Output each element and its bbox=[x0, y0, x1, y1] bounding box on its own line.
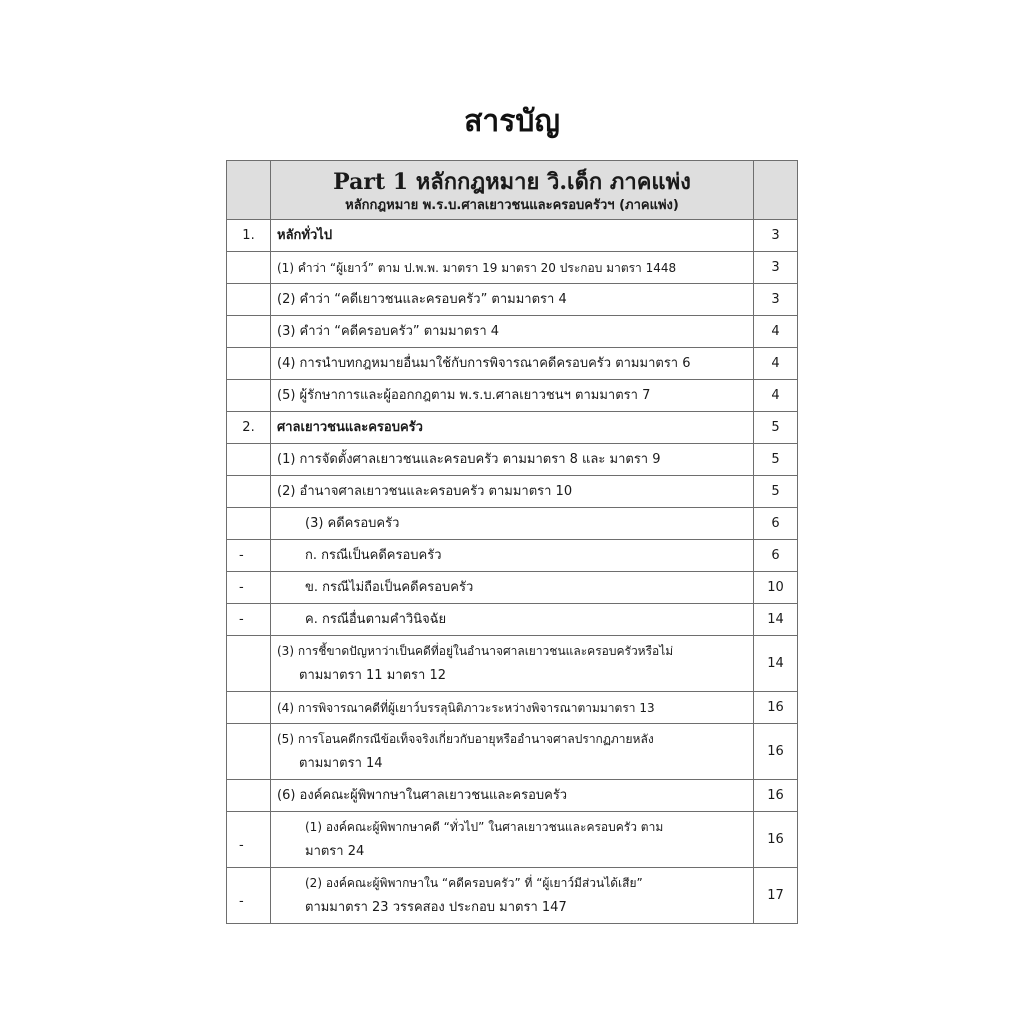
toc-marker: - bbox=[227, 604, 271, 636]
toc-row bbox=[227, 780, 798, 812]
toc-marker bbox=[227, 444, 271, 476]
toc-marker: - bbox=[227, 540, 271, 572]
toc-marker: - bbox=[227, 572, 271, 604]
toc-page: 10 bbox=[754, 572, 798, 604]
toc-entry: (3) คำว่า “คดีครอบครัว” ตามมาตรา 4 bbox=[271, 316, 754, 348]
toc-page: 6 bbox=[754, 540, 798, 572]
toc-entry: (4) การนำบทกฎหมายอื่นมาใช้กับการพิจารณาคดีครอบครัว ตามมาตรา 6 bbox=[271, 348, 754, 380]
toc-entry: (2) คำว่า “คดีเยาวชนและครอบครัว” ตามมาตรา 4 bbox=[271, 284, 754, 316]
toc-entry: หลักทั่วไป bbox=[271, 220, 754, 252]
toc-row bbox=[227, 572, 798, 604]
toc-page: 14 bbox=[754, 604, 798, 636]
toc-marker: 1. bbox=[227, 220, 271, 252]
toc-entry: (6) องค์คณะผู้พิพากษาในศาลเยาวชนและครอบครัว bbox=[271, 780, 754, 812]
toc-marker bbox=[227, 252, 271, 284]
toc-entry: ศาลเยาวชนและครอบครัว bbox=[271, 412, 754, 444]
toc-entry: (5) ผู้รักษาการและผู้ออกกฎตาม พ.ร.บ.ศาลเยาวชนฯ ตามมาตรา 7 bbox=[271, 380, 754, 412]
toc-row bbox=[227, 316, 798, 348]
toc-entry: (1) คำว่า “ผู้เยาว์” ตาม ป.พ.พ. มาตรา 19 มาตรา 20 ประกอบ มาตรา 1448 bbox=[271, 252, 754, 284]
toc-row bbox=[227, 476, 798, 508]
toc-row bbox=[227, 508, 798, 540]
toc-entry: (1) การจัดตั้งศาลเยาวชนและครอบครัว ตามมาตรา 8 และ มาตรา 9 bbox=[271, 444, 754, 476]
toc-entry: (3) คดีครอบครัว bbox=[271, 508, 754, 540]
toc-page: 16 bbox=[754, 780, 798, 812]
toc-row bbox=[227, 636, 798, 692]
toc-row bbox=[227, 692, 798, 724]
toc-table bbox=[226, 160, 798, 924]
part-title: Part 1 หลักกฎหมาย วิ.เด็ก ภาคแพ่ง bbox=[333, 169, 691, 195]
toc-marker bbox=[227, 636, 271, 692]
toc-row bbox=[227, 724, 798, 780]
part-subtitle: หลักกฎหมาย พ.ร.บ.ศาลเยาวชนและครอบครัวฯ (ภาคแพ่ง) bbox=[345, 198, 679, 213]
toc-page: 16 bbox=[754, 692, 798, 724]
toc-entry bbox=[271, 868, 754, 924]
toc-entry-line: (3) การชี้ขาดปัญหาว่าเป็นคดีที่อยู่ในอำนาจศาลเยาวชนและครอบครัวหรือไม่ bbox=[277, 644, 674, 658]
toc-marker bbox=[227, 284, 271, 316]
toc-marker: - bbox=[227, 812, 271, 868]
toc-entry: ข. กรณีไม่ถือเป็นคดีครอบครัว bbox=[271, 572, 754, 604]
toc-marker bbox=[227, 380, 271, 412]
toc-row bbox=[227, 252, 798, 284]
toc-page: 4 bbox=[754, 316, 798, 348]
toc-entry-line: (2) องค์คณะผู้พิพากษาใน “คดีครอบครัว” ที่ “ผู้เยาว์มีส่วนได้เสีย” bbox=[305, 876, 643, 890]
toc-row bbox=[227, 348, 798, 380]
toc-row bbox=[227, 540, 798, 572]
toc-row bbox=[227, 284, 798, 316]
toc-marker bbox=[227, 508, 271, 540]
toc-entry-continuation: ตามมาตรา 11 มาตรา 12 bbox=[299, 668, 446, 683]
toc-entry: (4) การพิจารณาคดีที่ผู้เยาว์บรรลุนิติภาวะระหว่างพิจารณาตามมาตรา 13 bbox=[271, 692, 754, 724]
toc-header bbox=[271, 161, 754, 220]
toc-entry bbox=[271, 724, 754, 780]
toc-page: 17 bbox=[754, 868, 798, 924]
toc-page: 5 bbox=[754, 476, 798, 508]
toc-row bbox=[227, 412, 798, 444]
toc-entry: ก. กรณีเป็นคดีครอบครัว bbox=[271, 540, 754, 572]
toc-page: 14 bbox=[754, 636, 798, 692]
toc-entry bbox=[271, 812, 754, 868]
toc-page: 4 bbox=[754, 380, 798, 412]
toc-entry-line: (5) การโอนคดีกรณีข้อเท็จจริงเกี่ยวกับอายุหรืออำนาจศาลปรากฏภายหลัง bbox=[277, 732, 654, 746]
toc-entry-continuation: ตามมาตรา 14 bbox=[299, 756, 383, 771]
toc-row bbox=[227, 444, 798, 476]
toc-entry bbox=[271, 636, 754, 692]
toc-header-row bbox=[227, 161, 798, 220]
toc-page: 3 bbox=[754, 220, 798, 252]
toc-marker bbox=[227, 724, 271, 780]
toc-entry-continuation: ตามมาตรา 23 วรรคสอง ประกอบ มาตรา 147 bbox=[305, 900, 567, 915]
toc-page: 3 bbox=[754, 252, 798, 284]
toc-marker: - bbox=[227, 868, 271, 924]
toc-page: 6 bbox=[754, 508, 798, 540]
toc-page: 3 bbox=[754, 284, 798, 316]
toc-row bbox=[227, 604, 798, 636]
toc-entry-continuation: มาตรา 24 bbox=[305, 844, 365, 859]
toc-page: 4 bbox=[754, 348, 798, 380]
toc-row bbox=[227, 380, 798, 412]
page-title: สารบัญ bbox=[464, 104, 560, 139]
toc-entry: ค. กรณีอื่นตามคำวินิจฉัย bbox=[271, 604, 754, 636]
toc-marker bbox=[227, 780, 271, 812]
toc-page: 16 bbox=[754, 724, 798, 780]
toc-page: 16 bbox=[754, 812, 798, 868]
toc-marker: 2. bbox=[227, 412, 271, 444]
toc-row bbox=[227, 812, 798, 868]
toc-page: 5 bbox=[754, 444, 798, 476]
toc-entry-line: (1) องค์คณะผู้พิพากษาคดี “ทั่วไป” ในศาลเยาวชนและครอบครัว ตาม bbox=[305, 820, 664, 834]
toc-marker bbox=[227, 316, 271, 348]
toc-row bbox=[227, 868, 798, 924]
toc-marker bbox=[227, 476, 271, 508]
toc-marker bbox=[227, 348, 271, 380]
toc-page: 5 bbox=[754, 412, 798, 444]
toc-entry: (2) อำนาจศาลเยาวชนและครอบครัว ตามมาตรา 10 bbox=[271, 476, 754, 508]
toc-row bbox=[227, 220, 798, 252]
toc-marker bbox=[227, 692, 271, 724]
